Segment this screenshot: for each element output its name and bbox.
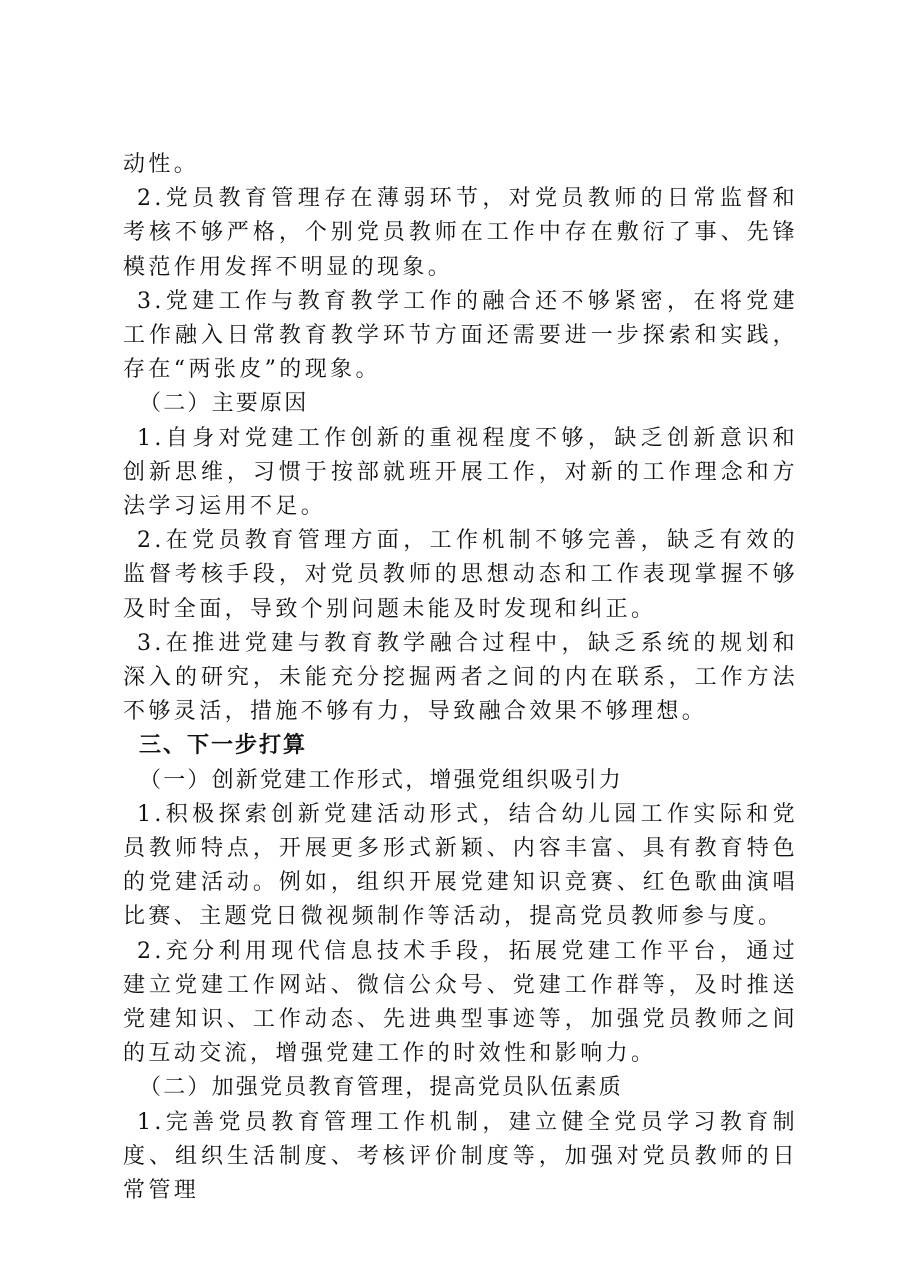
paragraph-reason-1: 1.自身对党建工作创新的重视程度不够，缺乏创新意识和创新思维，习惯于按部就班开展工作，对新的工作理念和方法学习运用不足。 [123,425,798,520]
paragraph-problem-2: 2.党员教育管理存在薄弱环节，对党员教师的日常监督和考核不够严格，个别党员教师在工作中存在敷衍了事、先锋模范作用发挥不明显的现象。 [123,186,798,280]
subheading-innovate-forms: （一）创新党建工作形式，增强党组织吸引力 [139,767,624,793]
paragraph-problem-3: 3.党建工作与教育教学工作的融合还不够紧密，在将党建工作融入日常教育教学环节方面还需要进一步探索和实践，存在“两张皮”的现象。 [123,288,798,383]
paragraph-continuation: 动性。 [123,152,200,177]
section-heading-next-steps: 三、下一步打算 [139,733,308,759]
paragraph-education-1: 1.完善党员教育管理工作机制，建立健全党员学习教育制度、组织生活制度、考核评价制度等，加强对党员教师的日常管理 [123,1109,798,1204]
document-body [123,148,798,1208]
paragraph-reason-3: 3.在推进党建与教育教学融合过程中，缺乏系统的规划和深入的研究，未能充分挖掘两者之间的内在联系，工作方法不够灵活，措施不够有力，导致融合效果不够理想。 [123,630,798,725]
subheading-main-reasons: （二）主要原因 [139,391,309,417]
subheading-member-education: （二）加强党员教育管理，提高党员队伍素质 [139,1075,624,1101]
paragraph-plan-2: 2.充分利用现代信息技术手段，拓展党建工作平台，通过建立党建工作网站、微信公众号、党建工作群等，及时推送党建知识、工作动态、先进典型事迹等，加强党员教师之间的互动交流，增强党建工作的时效性和影响力。 [123,938,798,1067]
paragraph-reason-2: 2.在党员教育管理方面，工作机制不够完善，缺乏有效的监督考核手段，对党员教师的思想动态和工作表现掌握不够及时全面，导致个别问题未能及时发现和纠正。 [123,528,798,622]
paragraph-plan-1: 1.积极探索创新党建活动形式，结合幼儿园工作实际和党员教师特点，开展更多形式新颖、内容丰富、具有教育特色的党建活动。例如，组织开展党建知识竞赛、红色歌曲演唱比赛、主题党日微视频制作等活动，提高党员教师参与度。 [123,801,798,930]
